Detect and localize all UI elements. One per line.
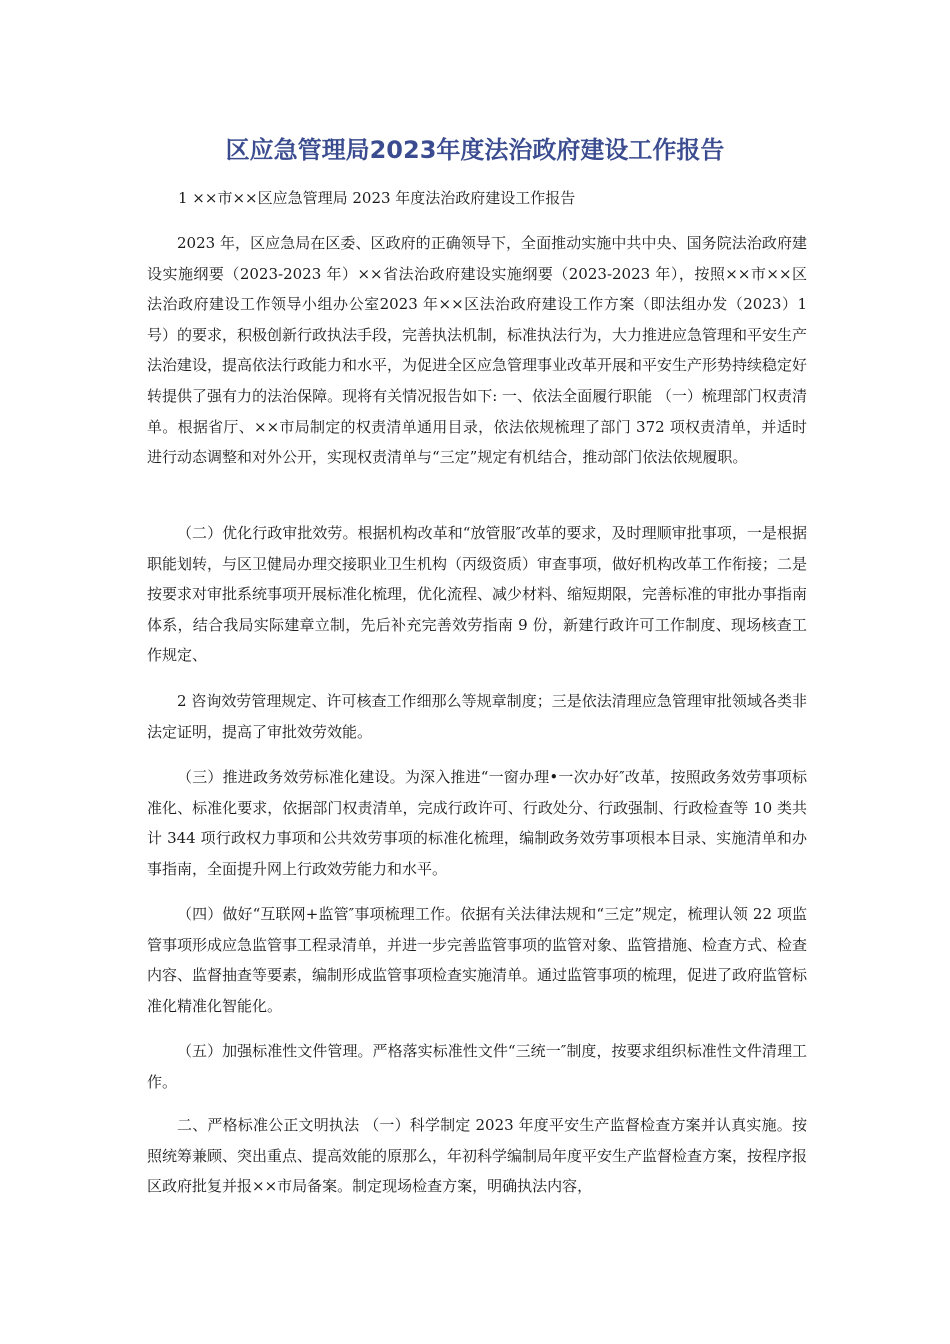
- paragraph-7: 二、严格标准公正文明执法 （一）科学制定 2023 年度平安生产监督检查方案并认真实施。按照统筹兼顾、突出重点、提高效能的原那么，年初科学编制局年度平安生产监督检查方案，按程序报区政府批复并报××市局备案。制定现场检查方案，明确执法内容，: [147, 1116, 808, 1196]
- paragraph-4: （三）推进政务效劳标准化建设。为深入推进“一窗办理•一次办好″改革，按照政务效劳事项标准化、标准化要求，依据部门权责清单，完成行政许可、行政处分、行政强制、行政检查等 10 类共计 344 项行政权力事项和公共效劳事项的标准化梳理，编制政务效劳事项根本目录、实施清单和办事指南，全面提升网上行政效劳能力和水平。: [147, 768, 807, 878]
- paragraph-5: （四）做好“互联网+监管″事项梳理工作。依据有关法律法规和“三定”规定，梳理认领 22 项监管事项形成应急监管事工程录清单，并进一步完善监管事项的监管对象、监管措施、检查方式、检查内容、监督抽查等要素，编制形成监管事项检查实施清单。通过监管事项的梳理，促进了政府监管标准化精准化智能化。: [147, 905, 808, 1015]
- document-title: 区应急管理局2023年度法治政府建设工作报告: [225, 136, 725, 164]
- paragraph-2: （二）优化行政审批效劳。根据机构改革和“放管服″改革的要求，及时理顺审批事项，一是根据职能划转，与区卫健局办理交接职业卫生机构（丙级资质）审查事项，做好机构改革工作衔接；二是按要求对审批系统事项开展标准化梳理，优化流程、减少材料、缩短期限，完善标准的审批办事指南体系，结合我局实际建章立制，先后补充完善效劳指南 9 份，新建行政许可工作制度、现场核查工作规定、: [147, 524, 808, 665]
- document-subtitle: 1 ××市××区应急管理局 2023 年度法治政府建设工作报告: [178, 189, 576, 207]
- paragraph-3: 2 咨询效劳管理规定、许可核查工作细那么等规章制度；三是依法清理应急管理审批领域各类非法定证明，提高了审批效劳效能。: [147, 692, 807, 741]
- paragraph-1: 2023 年，区应急局在区委、区政府的正确领导下，全面推动实施中共中央、国务院法治政府建设实施纲要（2023-2023 年）××省法治政府建设实施纲要（2023-2023 年），按照××市××区法治政府建设工作领导小组办公室2023 年××区法治政府建设工作方案（即法组办发（2023）1 号）的要求，积极创新行政执法手段，完善执法机制，标准执法行为，大力推进应急管理和平安生产法治建设，提高依法行政能力和水平，为促进全区应急管理事业改革开展和平安生产形势持续稳定好转提供了强有力的法治保障。现将有关情况报告如下: 一、依法全面履行职能 （一）梳理部门权责清单。根据省厅、××市局制定的权责清单通用目录，依法依规梳理了部门 372 项权责清单，并适时进行动态调整和对外公开，实现权责清单与“三定”规定有机结合，推动部门依法依规履职。: [147, 234, 808, 467]
- paragraph-6: （五）加强标准性文件管理。严格落实标准性文件“三统一″制度，按要求组织标准性文件清理工作。: [147, 1042, 807, 1091]
